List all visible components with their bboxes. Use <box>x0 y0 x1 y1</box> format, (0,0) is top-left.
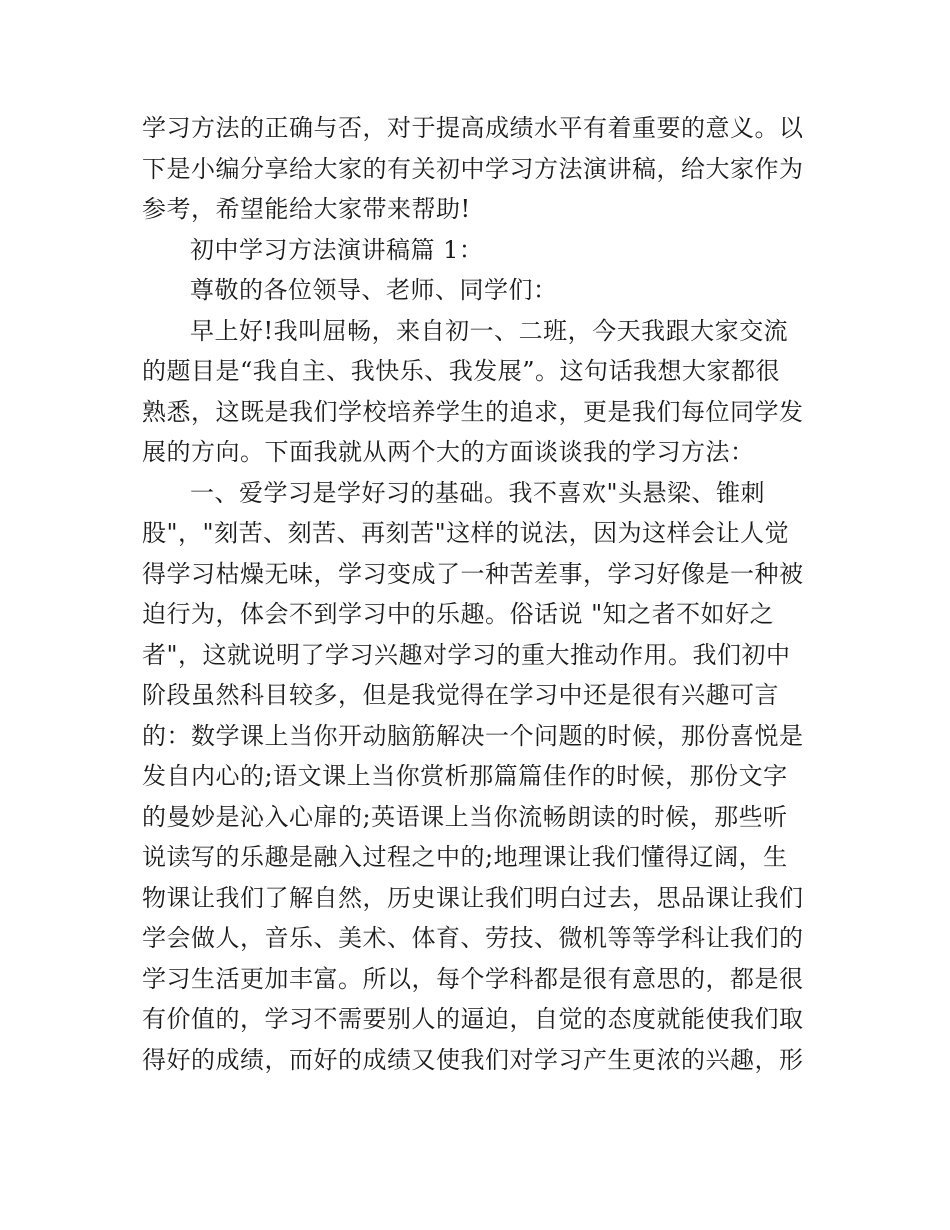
text-line: 熟悉，这既是我们学校培养学生的追求，更是我们每位同学发 <box>142 397 804 426</box>
text-line: 者"，这就说明了学习兴趣对学习的重大推动作用。我们初中 <box>142 640 791 669</box>
text-line: 的曼妙是沁入心扉的;英语课上当你流畅朗读的时候，那些听 <box>142 802 788 831</box>
text-line: 说读写的乐趣是融入过程之中的;地理课让我们懂得辽阔，生 <box>142 843 788 871</box>
text-line: 的：数学课上当你开动脑筋解决一个问题的时候，那份喜悦是 <box>142 721 804 750</box>
salutation: 尊敬的各位领导、老师、同学们： <box>190 276 558 304</box>
document-body <box>142 108 812 1080</box>
text-line: 学习生活更加丰富。所以，每个学科都是很有意思的，都是很 <box>142 964 804 993</box>
text-line: 早上好!我叫屈畅，来自初一、二班，今天我跟大家交流 <box>190 316 789 345</box>
text-line: 阶段虽然科目较多，但是我觉得在学习中还是很有兴趣可言 <box>142 681 779 709</box>
text-line: 的题目是“我自主、我快乐、我发展”。这句话我想大家都很 <box>142 357 781 385</box>
text-line: 迫行为，体会不到学习中的乐趣。俗话说 "知之者不如好之 <box>142 600 775 628</box>
text-line: 得好的成绩，而好的成绩又使我们对学习产生更浓的兴趣，形 <box>142 1045 804 1074</box>
text-line: 一、爱学习是学好习的基础。我不喜欢"头悬梁、锥刺 <box>190 478 766 507</box>
text-line: 得学习枯燥无味，学习变成了一种苦差事，学习好像是一种被 <box>142 559 804 588</box>
section-heading: 初中学习方法演讲稿篇 1： <box>190 235 484 264</box>
text-line: 发自内心的;语文课上当你赏析那篇篇佳作的时候，那份文字 <box>142 762 788 790</box>
text-line: 展的方向。下面我就从两个大的方面谈谈我的学习方法： <box>142 438 755 466</box>
text-line: 有价值的，学习不需要别人的逼迫，自觉的态度就能使我们取 <box>142 1005 804 1033</box>
text-line: 学会做人，音乐、美术、体育、劳技、微机等等学科让我们的 <box>142 924 804 952</box>
text-line: 学习方法的正确与否，对于提高成绩水平有着重要的意义。以 <box>142 114 804 142</box>
text-line: 参考，希望能给大家带来帮助! <box>142 195 471 223</box>
text-line: 下是小编分享给大家的有关初中学习方法演讲稿，给大家作为 <box>142 154 804 183</box>
text-line: 物课让我们了解自然，历史课让我们明白过去，思品课让我们 <box>142 883 804 912</box>
text-line: 股"，"刻苦、刻苦、再刻苦"这样的说法，因为这样会让人觉 <box>142 519 790 547</box>
